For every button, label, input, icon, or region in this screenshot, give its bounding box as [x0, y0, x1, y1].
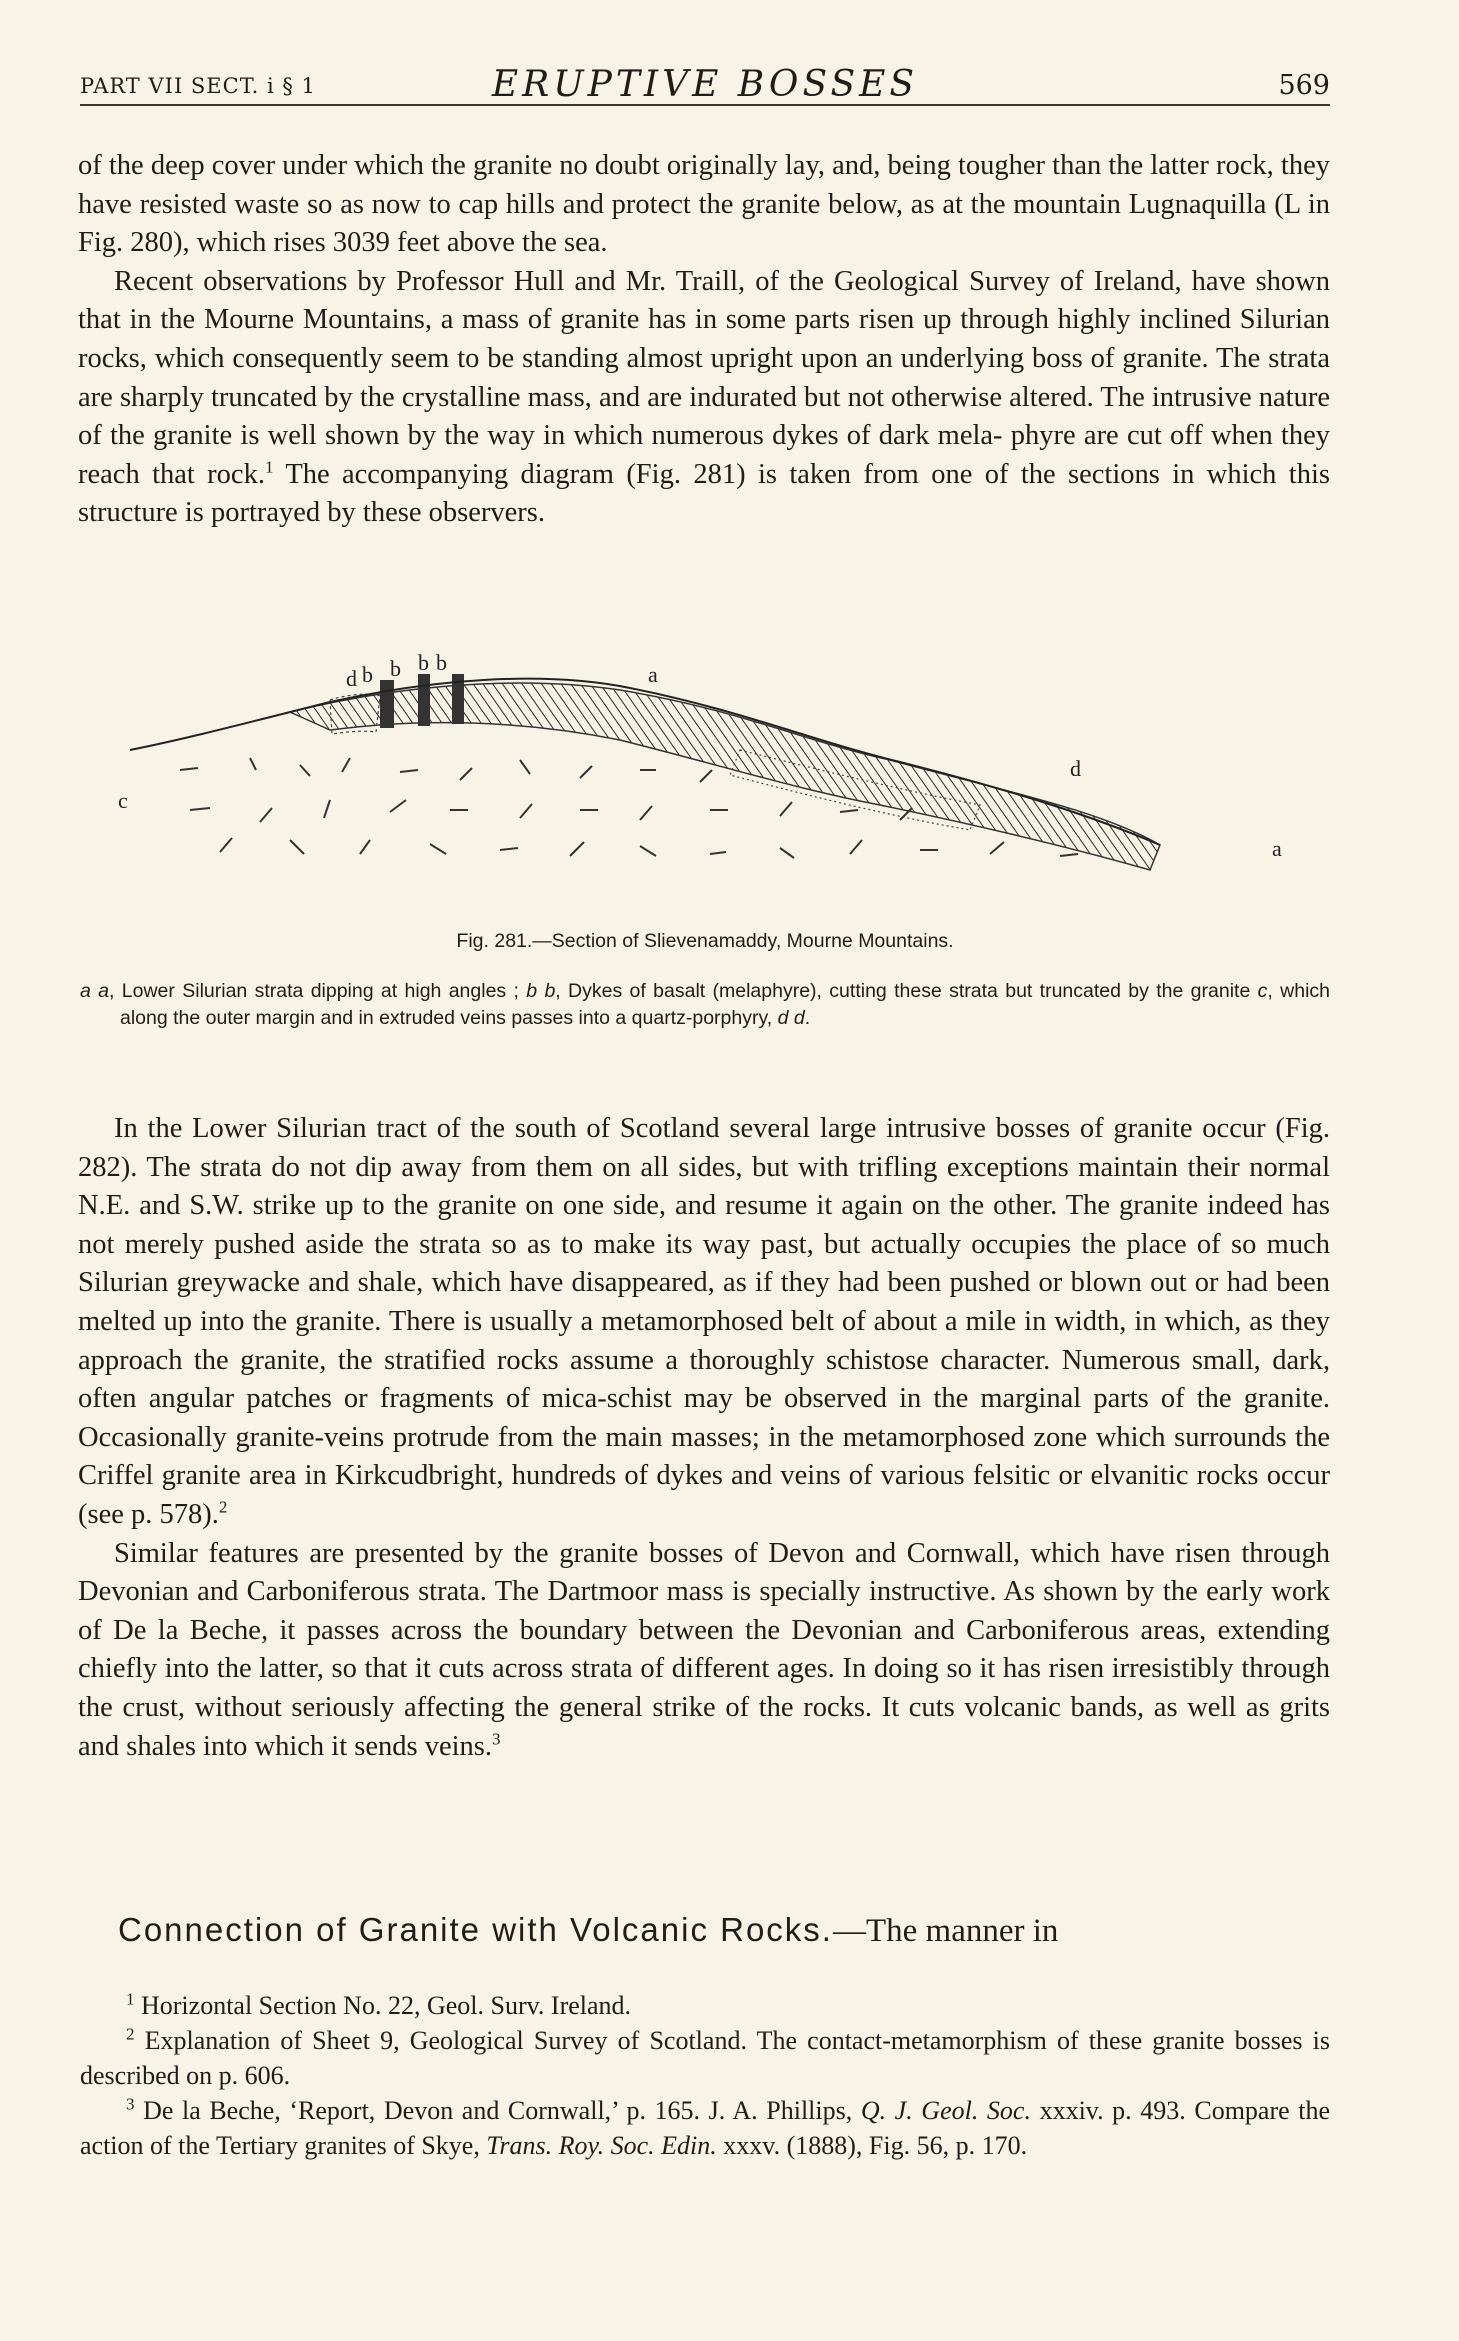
label-d-right: d — [1070, 756, 1081, 781]
body-text-lower — [78, 1110, 1330, 1766]
footnote-ref-1: 1 — [264, 457, 274, 477]
footnote-3-journal-1: Q. J. Geol. Soc. — [860, 2096, 1031, 2125]
legend-c: c — [1257, 980, 1268, 1002]
paragraph-2-tail: The accompanying diagram (Fig. 281) is taken from one of the sections in which this structure is portrayed by these observers. — [78, 458, 1330, 529]
footnote-3 — [80, 2093, 1330, 2163]
legend-text-3: , which along the outer margin and in extruded veins passes into a quartz-porphyry, — [120, 980, 1330, 1029]
footnote-3-journal-2: Trans. Roy. Soc. Edin. — [486, 2131, 717, 2160]
section-heading — [118, 1911, 1330, 1950]
footnote-2 — [80, 2023, 1330, 2093]
label-a-right: a — [1272, 836, 1282, 861]
legend-text-1: , Lower Silurian strata dipping at high angles ; — [109, 980, 527, 1002]
label-b1: b — [362, 662, 373, 687]
label-b3: b — [418, 650, 429, 675]
footnote-3-text-b: xxxiv. p. 493. Compare the action of the Tertiary granites of Skye, — [80, 2096, 1330, 2160]
body-text-upper — [78, 147, 1330, 533]
footnote-ref-3: 3 — [492, 1729, 501, 1748]
footnote-1-text: Horizontal Section No. 22, Geol. Surv. Ireland. — [134, 1991, 632, 2020]
footnote-3-text-c: xxxv. (1888), Fig. 56, p. 170. — [716, 2131, 1028, 2160]
paragraph-2-text: Recent observations by Professor Hull and Mr. Traill, of the Geological Survey of Ireland, have shown that in the Mourne Mountains, a mass of granite has in some parts risen up through highly inclined Silurian rocks, which consequently seem to be standing almost upright upon an underlying boss of granite. The strata are sharply truncated by the crystalline mass, and are indurated but not otherwise altered. The intrusive nature of the granite is well shown by the way in which numerous dykes of dark mela- phyre are cut off when they reach that rock. — [78, 265, 1330, 490]
legend-text-2: , Dykes of basalt (melaphyre), cutting these strata but truncated by the granite — [555, 980, 1258, 1002]
footnote-3-text-a: De la Beche, ‘Report, Devon and Cornwall,’ p. 165. J. A. Phillips, — [134, 2096, 861, 2125]
section-heading-text: —The manner in — [832, 1913, 1059, 1949]
label-d-left: d — [346, 666, 357, 691]
figure-281 — [100, 640, 1300, 910]
paragraph-4 — [78, 1535, 1330, 1767]
paragraph-1: of the deep cover under which the granite no doubt originally lay, and, being tougher than the latter rock, they have resisted waste so as now to cap hills and protect the granite below, as at the mountain Lugnaquilla (L in Fig. 280), which rises 3039 feet above the sea. — [78, 150, 1330, 259]
legend-aa: a a — [80, 980, 110, 1002]
footnote-2-text: Explanation of Sheet 9, Geological Survey of Scotland. The contact-metamorphism of these granite bosses is described on p. 606. — [80, 2026, 1330, 2090]
running-head-section: PART VII SECT. i § 1 — [80, 74, 316, 98]
running-head-title: ERUPTIVE BOSSES — [491, 64, 919, 105]
paragraph-3-text: In the Lower Silurian tract of the south of Scotland several large intrusive bosses of granite occur (Fig. 282). The strata do not dip away from them on all sides, but with trifling exceptions maintain their normal N.E. and S.W. strike up to the granite on one side, and resume it again on the other. The granite indeed has not merely pushed aside the strata so as to make its way past, but actually occupies the place of so much Silurian greywacke and shale, which have disappeared, as if they had been pushed or blown out or had been melted up into the granite. There is usually a metamorphosed belt of about a mile in width, in which, as they approach the granite, the stratified rocks assume a thoroughly schistose character. Numerous small, dark, often angular patches or fragments of mica-schist may be observed in the marginal parts of the granite. Occasionally granite-veins protrude from the main masses; in the metamorphosed zone which surrounds the Criffel granite area in Kirkcudbright, hundreds of dykes and veins of various felsitic or elvanitic rocks occur (see p. 578). — [78, 1113, 1330, 1530]
running-head — [80, 62, 1330, 110]
figure-legend — [80, 978, 1330, 1032]
legend-text-4: . — [804, 1007, 811, 1029]
section-diagram — [100, 640, 1300, 910]
label-c: c — [118, 788, 128, 813]
section-heading-title: Connection of Granite with Volcanic Rocks. — [118, 1911, 833, 1948]
dyke-b1 — [380, 680, 394, 728]
footnotes — [80, 1988, 1330, 2163]
page-number: 569 — [1278, 70, 1330, 101]
figure-caption-title: Fig. 281.—Section of Slievenamaddy, Mourne Mountains. — [456, 930, 954, 952]
paragraph-2 — [78, 263, 1330, 533]
legend-dd: d d — [777, 1007, 805, 1029]
paragraph-4-text: Similar features are presented by the granite bosses of Devon and Cornwall, which have risen through Devonian and Carboniferous strata. The Dartmoor mass is specially instructive. As shown by the early work of De la Beche, it passes across the boundary between the Devonian and Carboniferous areas, extending chiefly into the latter, so that it cuts across strata of different ages. In doing so it has risen irresistibly through the crust, without seriously affecting the general strike of the rocks. It cuts volcanic bands, as well as grits and shales into which it sends veins. — [78, 1537, 1330, 1762]
label-a-top: a — [648, 662, 658, 687]
header-rule — [80, 104, 1330, 106]
paragraph-3 — [78, 1110, 1330, 1535]
footnote-2-mark: 2 — [126, 2024, 135, 2044]
legend-bb: b b — [526, 980, 556, 1002]
footnote-ref-2: 2 — [218, 1497, 228, 1517]
dyke-b2 — [418, 674, 430, 726]
label-b4: b — [436, 650, 447, 675]
footnote-1 — [80, 1988, 1330, 2023]
label-b2: b — [390, 656, 401, 681]
footnote-1-mark: 1 — [126, 1989, 135, 2009]
footnote-3-mark: 3 — [126, 2094, 135, 2114]
